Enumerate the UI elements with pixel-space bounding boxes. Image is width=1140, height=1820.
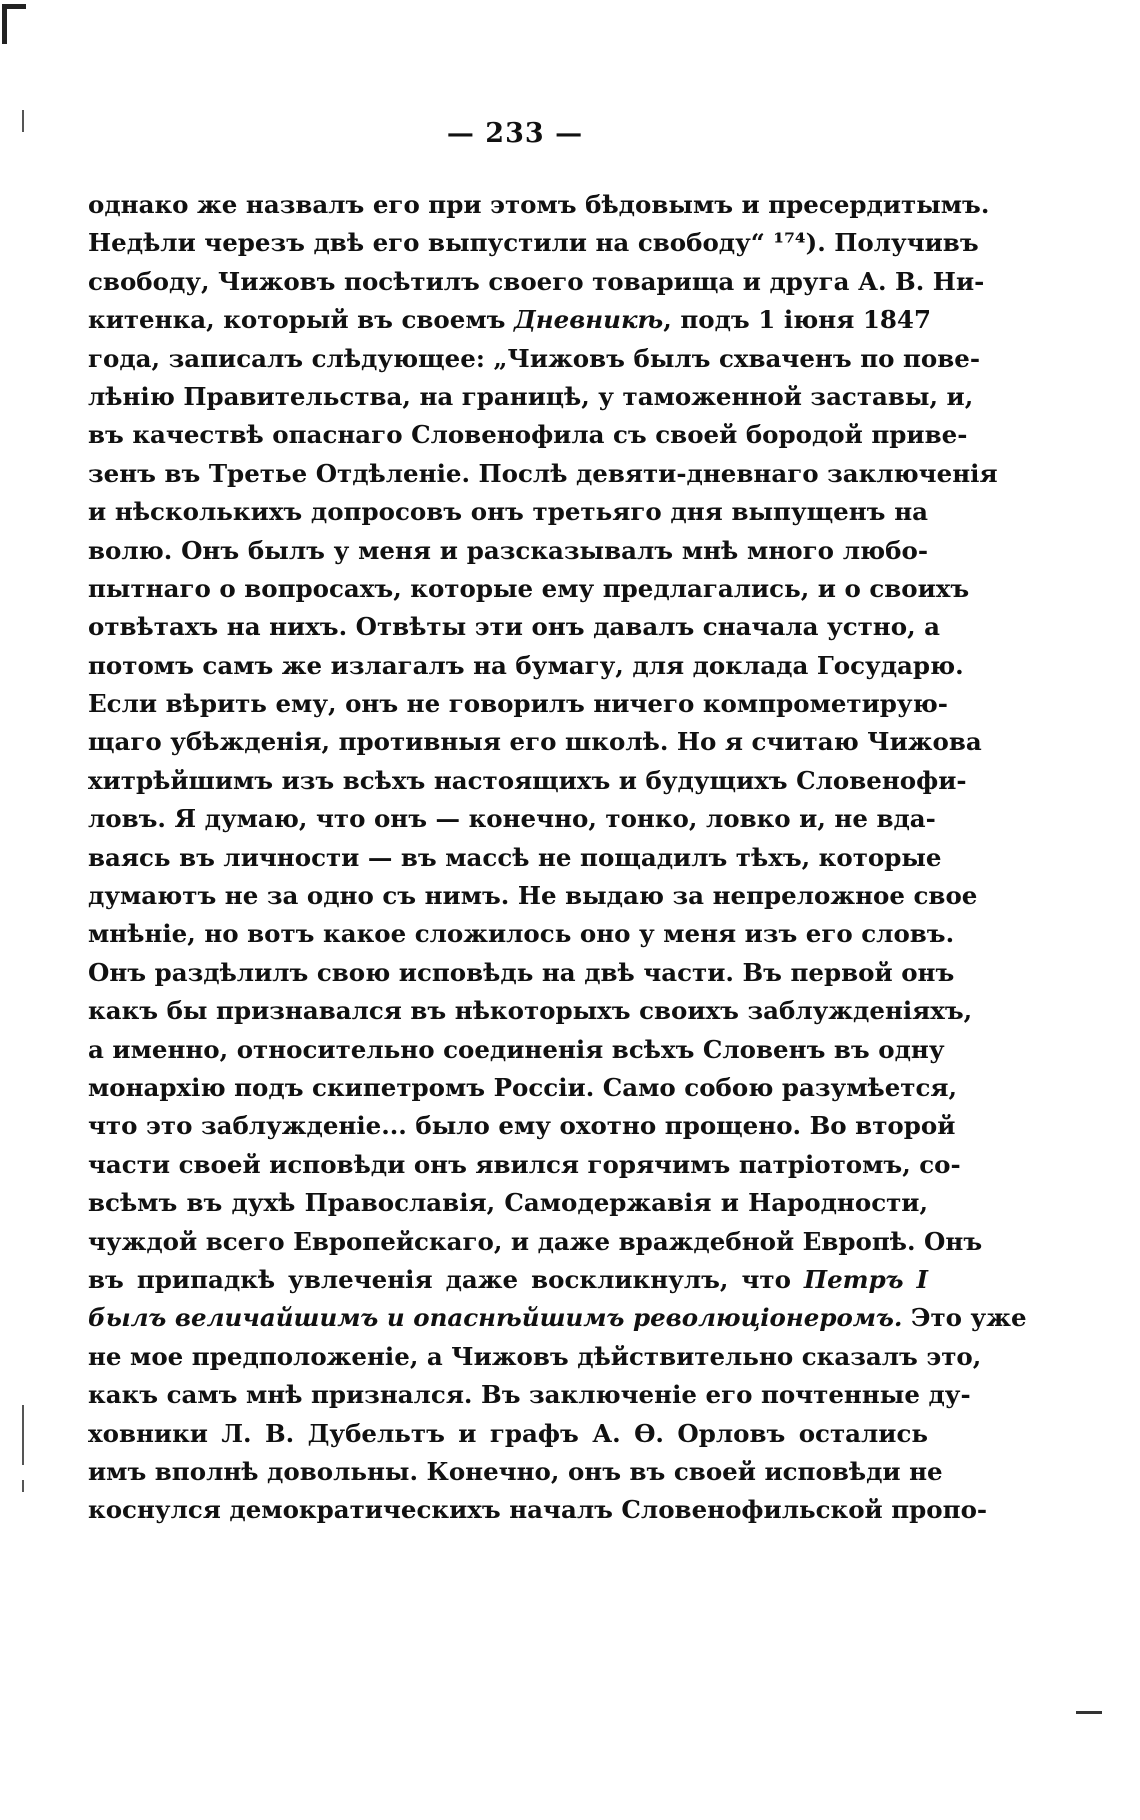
text-line: какъ бы признавался въ нѣкоторыхъ своихъ заблужденіяхъ, (88, 996, 973, 1026)
text-line: Онъ раздѣлилъ свою исповѣдь на двѣ части. Въ первой онъ (88, 957, 955, 987)
text-line: года, записалъ слѣдующее: „Чижовъ былъ схваченъ по пове- (88, 343, 981, 373)
text-line: ловъ. Я думаю, что онъ — конечно, тонко, ловко и, не вда- (88, 804, 936, 834)
text-line: какъ самъ мнѣ признался. Въ заключеніе его почтенные ду- (88, 1380, 971, 1410)
scan-right-mark (1076, 1711, 1102, 1714)
text-line: думаютъ не за одно съ нимъ. Не выдаю за непреложное свое (88, 881, 978, 911)
text-line: потомъ самъ же излагалъ на бумагу, для доклада Государю. (88, 650, 964, 680)
text-line: китенка, который въ своемъ Дневникѣ, подъ 1 іюня 1847 (88, 305, 932, 335)
body-text (88, 186, 1027, 1530)
text-line: волю. Онъ былъ у меня и разсказывалъ мнѣ много любо- (88, 535, 928, 565)
text-line: хитрѣйшимъ изъ всѣхъ настоящихъ и будущихъ Словенофи- (88, 765, 967, 795)
text-line: ваясь въ личности — въ массѣ не пощадилъ тѣхъ, которые (88, 842, 942, 872)
text-line: а именно, относительно соединенія всѣхъ Словенъ въ одну (88, 1034, 945, 1064)
italic-text: Петръ I (803, 1264, 928, 1294)
scan-edge-mark (22, 1480, 24, 1492)
scan-edge-mark (22, 1405, 24, 1465)
text-line: однако же назвалъ его при этомъ бѣдовымъ и пресердитымъ. (88, 190, 990, 219)
text-line: что это заблужденіе... было ему охотно прощено. Во второй (88, 1111, 956, 1141)
scan-corner-mark-vertical (2, 4, 7, 44)
text-line: свободу, Чижовъ посѣтилъ своего товарища и друга А. В. Ни- (88, 266, 985, 296)
text-line: былъ величайшимъ и опаснѣйшимъ революціонеромъ. Это уже (88, 1303, 1027, 1333)
text-line: Если вѣрить ему, онъ не говорилъ ничего компрометирую- (88, 689, 948, 719)
text-line: въ качествѣ опаснаго Словенофила съ своей бородой приве- (88, 420, 968, 450)
page-number: — 233 — (446, 118, 584, 149)
text-line: Недѣли черезъ двѣ его выпустили на свободу“ ¹⁷⁴). Получивъ (88, 228, 979, 258)
text-line: пытнаго о вопросахъ, которые ему предлагались, и о своихъ (88, 573, 970, 603)
text-line: въ припадкѣ увлеченія даже воскликнулъ, что Петръ I (88, 1264, 928, 1294)
text-line: не мое предположеніе, а Чижовъ дѣйствительно сказалъ это, (88, 1341, 982, 1371)
text-line: мнѣніе, но вотъ какое сложилось оно у меня изъ его словъ. (88, 919, 955, 949)
text-line: ховники Л. В. Дубельтъ и графъ А. Ѳ. Орловъ остались (88, 1418, 928, 1448)
text-line: лѣнію Правительства, на границѣ, у таможенной заставы, и, (88, 381, 974, 411)
text-line: всѣмъ въ духѣ Православія, Самодержавія и Народности, (88, 1188, 928, 1218)
text-line: коснулся демократическихъ началъ Словенофильской пропо- (88, 1495, 988, 1525)
text-line: чуждой всего Европейскаго, и даже враждебной Европѣ. Онъ (88, 1226, 983, 1256)
text-line: и нѣсколькихъ допросовъ онъ третьяго дня выпущенъ на (88, 497, 928, 527)
text-line: части своей исповѣди онъ явился горячимъ патріотомъ, со- (88, 1149, 961, 1179)
text-line: щаго убѣжденія, противныя его школѣ. Но я считаю Чижова (88, 727, 982, 757)
italic-text: былъ величайшимъ и опаснѣйшимъ революціонеромъ. (88, 1303, 903, 1333)
text-line: отвѣтахъ на нихъ. Отвѣты эти онъ давалъ сначала устно, а (88, 612, 940, 642)
text-line: зенъ въ Третье Отдѣленіе. Послѣ девяти-дневнаго заключенія (88, 458, 998, 488)
text-line: монархію подъ скипетромъ Россіи. Само собою разумѣется, (88, 1072, 958, 1102)
text-line: имъ вполнѣ довольны. Конечно, онъ въ своей исповѣди не (88, 1456, 943, 1486)
italic-text: Дневникѣ (513, 305, 664, 335)
